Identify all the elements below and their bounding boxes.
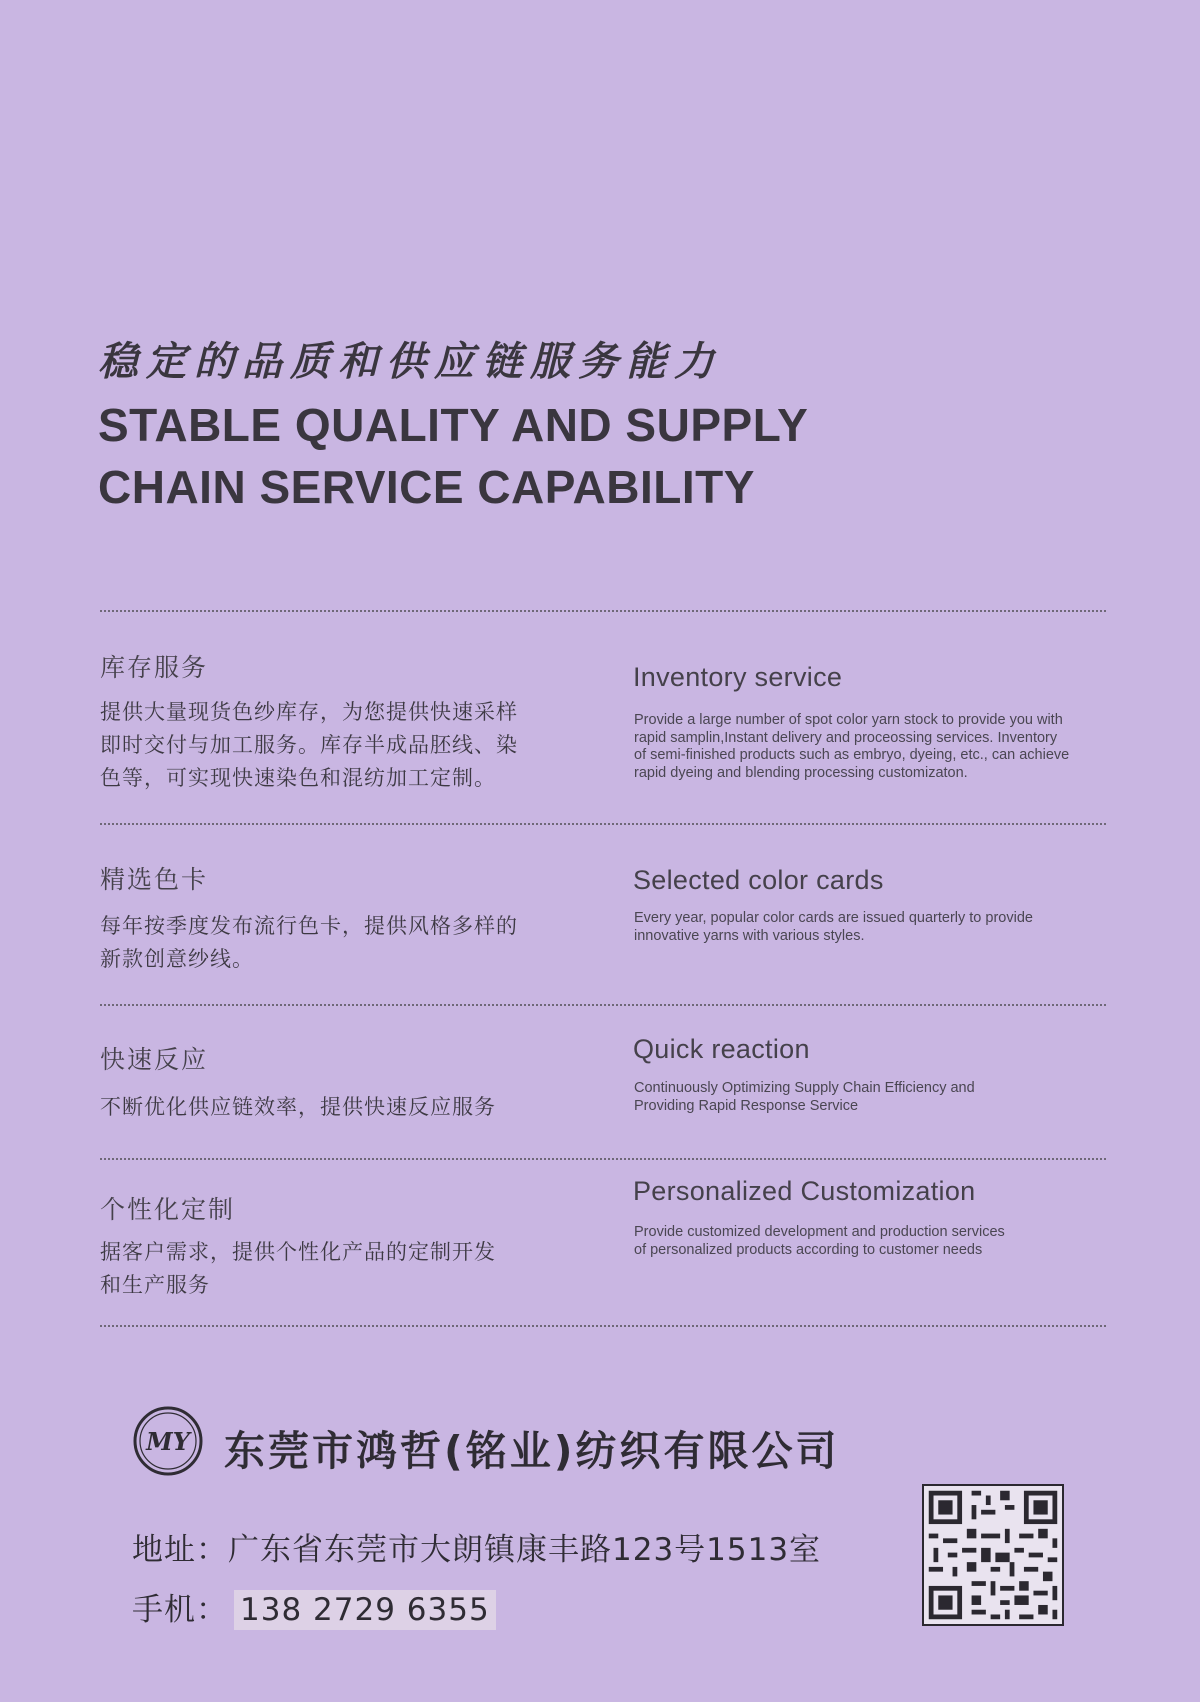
section-en-body-inventory — [634, 712, 1104, 782]
section-en-title-color-cards: Selected color cards — [633, 865, 884, 895]
text-line: rapid dyeing and blending processing customizaton. — [634, 764, 968, 781]
text-line: 和生产服务 — [100, 1273, 210, 1297]
company-name: 东莞市鸿哲(铭业)纺织有限公司 — [224, 1427, 840, 1475]
page-title-en — [98, 394, 998, 518]
text-line: 即时交付与加工服务。库存半成品胚线、染 — [100, 733, 518, 757]
address-label: 地址： — [132, 1532, 228, 1568]
section-en-body-customization — [634, 1224, 1104, 1259]
text-line: 提供大量现货色纱库存，为您提供快速采样 — [100, 700, 518, 724]
text-line: Providing Rapid Response Service — [634, 1097, 859, 1114]
title-en-line-1: STABLE QUALITY AND SUPPLY — [98, 399, 809, 451]
title-en-line-2: CHAIN SERVICE CAPABILITY — [98, 461, 755, 513]
section-en-title-customization: Personalized Customization — [633, 1176, 976, 1206]
section-cn-body-customization — [100, 1236, 600, 1302]
text-line: rapid samplin,Instant delivery and proceossing services. Inventory — [634, 729, 1058, 746]
section-en-title-inventory: Inventory service — [633, 662, 843, 692]
section-cn-body-color-cards — [100, 910, 600, 976]
section-en-body-quick-reaction — [634, 1080, 1104, 1115]
divider — [100, 823, 1106, 825]
text-line: 新款创意纱线。 — [100, 947, 254, 971]
text-line: innovative yarns with various styles. — [634, 927, 865, 944]
section-cn-title-quick-reaction: 快速反应 — [100, 1045, 209, 1074]
divider — [100, 610, 1106, 612]
text-line: Provide customized development and production services — [634, 1224, 1005, 1240]
text-line: 每年按季度发布流行色卡，提供风格多样的 — [100, 914, 518, 938]
section-cn-title-color-cards: 精选色卡 — [100, 865, 209, 894]
page-title-cn: 稳定的品质和供应链服务能力 — [98, 338, 722, 385]
divider — [100, 1158, 1106, 1160]
phone-value: 138 2729 6355 — [234, 1590, 496, 1630]
address-value: 广东省东莞市大朗镇康丰路123号1513室 — [228, 1532, 822, 1568]
text-line: 色等，可实现快速染色和混纺加工定制。 — [100, 766, 496, 790]
section-cn-body-inventory — [100, 696, 600, 795]
qr-code — [922, 1484, 1064, 1626]
text-line: Provide a large number of spot color yarn stock to provide you with — [634, 712, 1063, 728]
section-cn-title-customization: 个性化定制 — [100, 1195, 236, 1224]
text-line: Every year, popular color cards are issued quarterly to provide — [634, 910, 1033, 926]
logo-text: MY — [146, 1427, 190, 1456]
text-line: 不断优化供应链效率，提供快速反应服务 — [100, 1095, 496, 1119]
text-line: of semi-finished products such as embryo, dyeing, etc., can achieve — [634, 747, 1070, 763]
divider — [100, 1004, 1106, 1006]
phone-label: 手机： — [132, 1592, 228, 1628]
section-en-body-color-cards — [634, 910, 1104, 945]
text-line: Continuously Optimizing Supply Chain Efficiency and — [634, 1080, 975, 1096]
address-row — [132, 1524, 821, 1569]
divider — [100, 1325, 1106, 1327]
section-en-title-quick-reaction: Quick reaction — [633, 1034, 810, 1064]
company-logo — [132, 1405, 204, 1477]
text-line: 据客户需求，提供个性化产品的定制开发 — [100, 1240, 496, 1264]
section-cn-body-quick-reaction — [100, 1091, 600, 1124]
phone-row — [132, 1584, 496, 1630]
text-line: of personalized products according to customer needs — [634, 1241, 983, 1258]
section-cn-title-inventory: 库存服务 — [100, 653, 209, 682]
